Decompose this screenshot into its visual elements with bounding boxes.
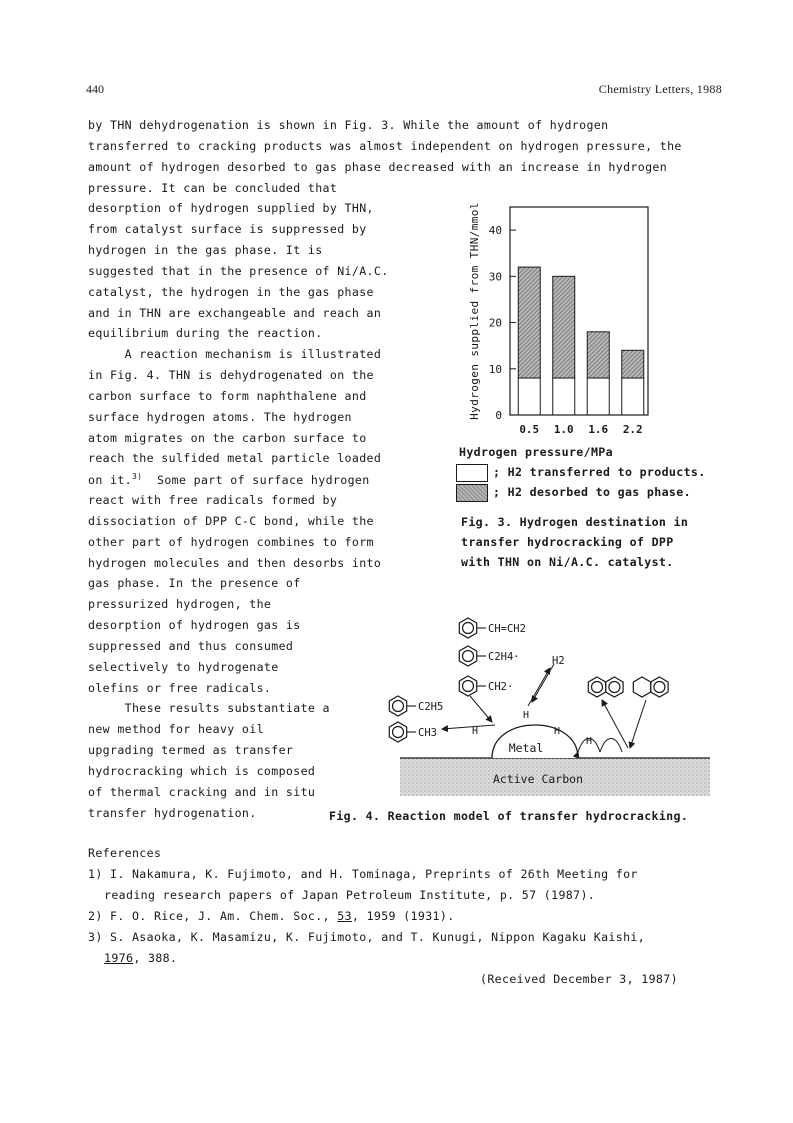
body-line: dissociation of DPP C-C bond, while the [88, 514, 374, 528]
body-line: by THN dehydrogenation is shown in Fig. 3. While the amount of hydrogen [88, 118, 609, 132]
h-atom-label: H [586, 736, 593, 747]
x-tick-label: 1.6 [588, 423, 609, 436]
bar-segment-desorbed [622, 350, 644, 378]
page-number: 440 [86, 82, 104, 96]
citation-superscript: 3) [131, 472, 143, 481]
body-line: pressurized hydrogen, the [88, 597, 272, 611]
fig3-x-ticks [519, 423, 642, 436]
body-line: transferred to cracking products was almost independent on hydrogen pressure, the [88, 139, 682, 153]
vinyl-group-label: CH=CH2 [488, 623, 526, 635]
h-atom-label: H [554, 726, 561, 737]
body-line: hydrogen molecules and then desorbs into [88, 556, 382, 570]
benzene-ring-icon [459, 676, 476, 696]
body-line: A reaction mechanism is illustrated [88, 347, 382, 361]
fig3-caption-line: transfer hydrocracking of DPP [461, 535, 674, 549]
x-tick-label: 0.5 [519, 423, 540, 436]
body-line: olefins or free radicals. [88, 681, 272, 695]
body-line: reach the sulfided metal particle loaded [88, 451, 382, 465]
bar-segment-transferred [587, 378, 609, 415]
y-tick-label: 0 [495, 409, 502, 422]
fig3-x-axis-label: Hydrogen pressure/MPa [459, 445, 613, 459]
y-tick-label: 20 [488, 316, 502, 330]
body-line: in Fig. 4. THN is dehydrogenated on the [88, 368, 374, 382]
body-line: other part of hydrogen combines to form [88, 535, 374, 549]
methyl-radical-label: CH2· [488, 681, 514, 693]
reference-text: , 1959 (1931). [351, 909, 455, 923]
body-line: carbon surface to form naphthalene and [88, 389, 367, 403]
references-heading: References [88, 846, 162, 860]
reference-volume: 1976 [104, 951, 134, 965]
reference-text: , 388. [133, 951, 178, 965]
body-line: of thermal cracking and in situ [88, 785, 316, 799]
body-line: amount of hydrogen desorbed to gas phase decreased with an increase in hydrogen [88, 160, 668, 174]
reference-item [88, 909, 455, 923]
body-line: catalyst, the hydrogen in the gas phase [88, 285, 374, 299]
y-tick-label: 10 [488, 362, 502, 376]
naphthalene-icon [588, 677, 623, 697]
bar-segment-transferred [553, 378, 575, 415]
fig4-caption: Fig. 4. Reaction model of transfer hydrocracking. [329, 809, 689, 823]
received-date: (Received December 3, 1987) [480, 972, 678, 986]
arrow-h-migration [600, 739, 622, 753]
body-line: and in THN are exchangeable and reach an [88, 306, 382, 320]
body-line: gas phase. In the presence of [88, 576, 301, 590]
fig3-y-ticks [489, 224, 516, 422]
legend-label-desorbed: ; H2 desorbed to gas phase. [493, 485, 691, 499]
body-line: selectively to hydrogenate [88, 660, 279, 674]
reference-volume: 53 [337, 909, 352, 923]
body-line: atom migrates on the carbon surface to [88, 431, 367, 445]
journal-name: Chemistry Letters, 1988 [598, 82, 722, 96]
body-line: react with free radicals formed by [88, 493, 338, 507]
legend-label-transferred: ; H2 transferred to products. [493, 465, 706, 479]
fig3-caption-line: Fig. 3. Hydrogen destination in [461, 515, 689, 529]
bar-segment-transferred [622, 378, 644, 415]
bar-segment-desorbed [553, 276, 575, 378]
body-line: hydrogen in the gas phase. It is [88, 243, 323, 257]
body-line: transfer hydrogenation. [88, 806, 257, 820]
fig4-diagram [380, 606, 725, 806]
x-tick-label: 1.0 [553, 423, 574, 436]
body-line: hydrocracking which is composed [88, 764, 316, 778]
body-line: desorption of hydrogen gas is [88, 618, 301, 632]
arrow-h-to-methyl [442, 725, 495, 729]
body-line: desorption of hydrogen supplied by THN, [88, 201, 374, 215]
body-line: new method for heavy oil [88, 722, 264, 736]
fig3-chart [440, 195, 740, 465]
h-atom-label: H [523, 710, 530, 721]
y-tick-label: 30 [488, 270, 502, 284]
h2-label: H2 [552, 655, 565, 667]
body-line-text: on it. [88, 472, 132, 487]
body-line-text: Some part of surface hydrogen [157, 472, 370, 487]
body-line: suppressed and thus consumed [88, 639, 294, 653]
arrow-from-tetralin [630, 700, 646, 748]
reference-item-continued [104, 951, 177, 965]
legend-swatch-transferred [456, 464, 488, 482]
body-line: from catalyst surface is suppressed by [88, 222, 367, 236]
h-atom-label: H [472, 726, 479, 737]
methyl-group-label: CH3 [418, 727, 437, 739]
benzene-ring-icon [389, 722, 406, 742]
reference-item-continued: reading research papers of Japan Petroleum Institute, p. 57 (1987). [104, 888, 596, 902]
arrow-h2-out [528, 668, 550, 706]
bar-segment-desorbed [587, 332, 609, 378]
ethyl-group-label: C2H5 [418, 701, 444, 713]
body-line: surface hydrogen atoms. The hydrogen [88, 410, 352, 424]
body-line: upgrading termed as transfer [88, 743, 294, 757]
active-carbon-label: Active Carbon [492, 772, 584, 786]
reference-item: 3) S. Asaoka, K. Masamizu, K. Fujimoto, and T. Kunugi, Nippon Kagaku Kaishi, [88, 930, 646, 944]
arrow-radical-to-h [470, 696, 492, 722]
body-line: equilibrium during the reaction. [88, 326, 323, 340]
arrow-h2-in [532, 664, 554, 702]
metal-label: Metal [508, 741, 544, 755]
benzene-ring-icon [459, 618, 476, 638]
legend-swatch-desorbed [456, 484, 488, 502]
tetralin-icon [633, 677, 668, 697]
y-tick-label: 40 [488, 224, 502, 238]
fig3-caption-line: with THN on Ni/A.C. catalyst. [461, 555, 674, 569]
body-line: suggested that in the presence of Ni/A.C. [88, 264, 389, 278]
fig3-y-axis-label: Hydrogen supplied from THN/mmol [468, 202, 481, 420]
bar-segment-desorbed [518, 267, 540, 378]
body-line: pressure. It can be concluded that [88, 181, 338, 195]
x-tick-label: 2.2 [622, 423, 643, 436]
bar-segment-transferred [518, 378, 540, 415]
reference-text: 2) F. O. Rice, J. Am. Chem. Soc., [88, 909, 338, 923]
benzene-ring-icon [389, 696, 406, 716]
body-line [88, 472, 370, 487]
reference-item: 1) I. Nakamura, K. Fujimoto, and H. Tominaga, Preprints of 26th Meeting for [88, 867, 638, 881]
ethyl-radical-label: C2H4· [488, 651, 520, 663]
fig3-bars [518, 267, 644, 415]
benzene-ring-icon [459, 646, 476, 666]
body-line: These results substantiate a [88, 701, 330, 715]
